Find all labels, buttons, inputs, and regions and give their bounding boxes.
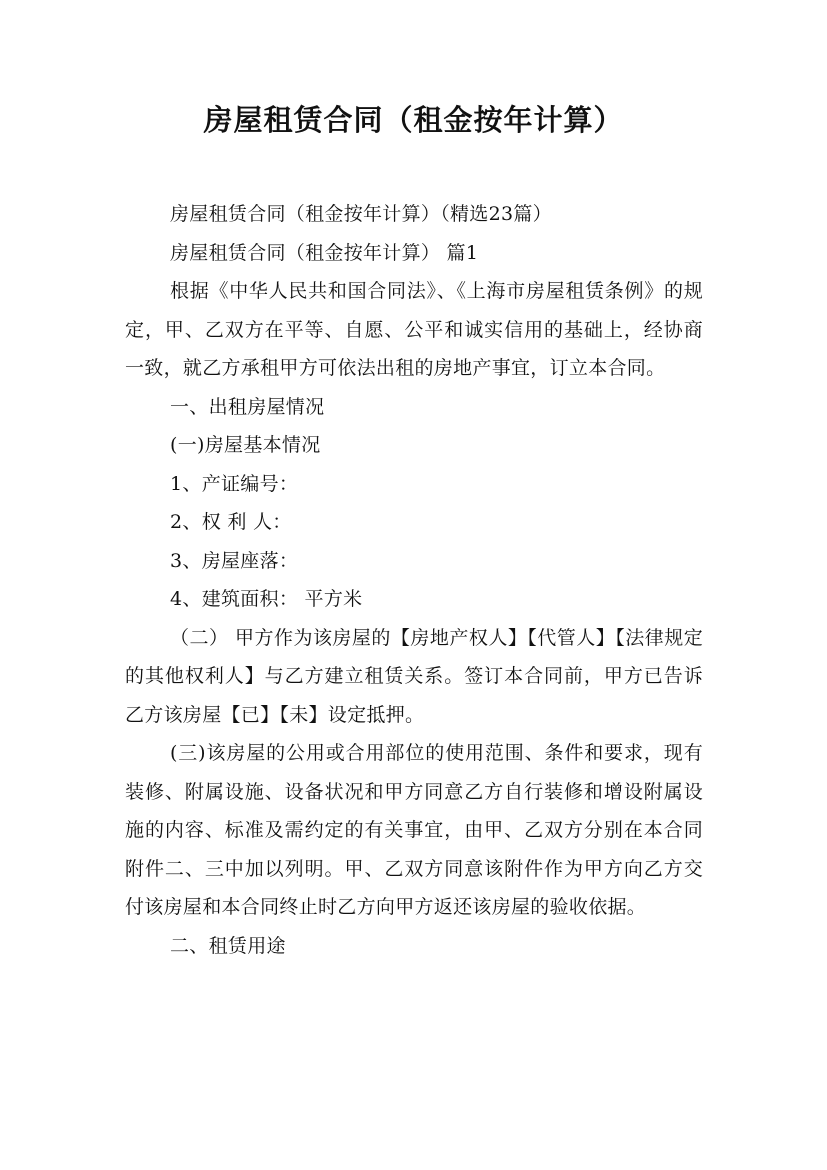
paragraph-subheading-1: (一)房屋基本情况 <box>170 434 321 456</box>
paragraph-item-1: 1、产证编号： <box>170 472 299 495</box>
document-title: 房屋租赁合同（租金按年计算） <box>203 103 624 137</box>
paragraph-clause-3: (三)该房屋的公用或合用部位的使用范围、条件和要求，现有装修、附属设施、设备状况和甲方同意乙方自行装修和增设附属设施的内容、标准及需约定的有关事宜，由甲、乙双方分别在本合同附件二、三中加以列明。甲、乙双方同意该附件作为甲方向乙方交付该房屋和本合同终止时乙方向甲方返还该房屋的验收依据。 <box>125 742 703 918</box>
paragraph-item-3: 3、房屋座落： <box>170 549 299 572</box>
paragraph-subtitle: 房屋租赁合同（租金按年计算）（精选23篇） <box>170 203 552 225</box>
document-body <box>125 195 703 965</box>
paragraph-item-2: 2、权 利 人： <box>170 511 292 533</box>
paragraph-heading-1: 一、出租房屋情况 <box>170 395 325 418</box>
paragraph-heading-2: 二、租赁用途 <box>170 934 286 957</box>
paragraph-section-heading: 房屋租赁合同（租金按年计算） 篇1 <box>170 241 479 264</box>
paragraph-preamble: 根据《中华人民共和国合同法》、《上海市房屋租赁条例》的规定，甲、乙双方在平等、自愿、公平和诚实信用的基础上，经协商一致，就乙方承租甲方可依法出租的房地产事宜，订立本合同。 <box>125 280 703 379</box>
paragraph-item-4: 4、建筑面积： 平方米 <box>170 588 363 610</box>
paragraph-clause-2: （二） 甲方作为该房屋的【房地产权人】【代管人】【法律规定的其他权利人】与乙方建立租赁关系。签订本合同前，甲方已告诉乙方该房屋【已】【未】设定抵押。 <box>125 626 703 726</box>
